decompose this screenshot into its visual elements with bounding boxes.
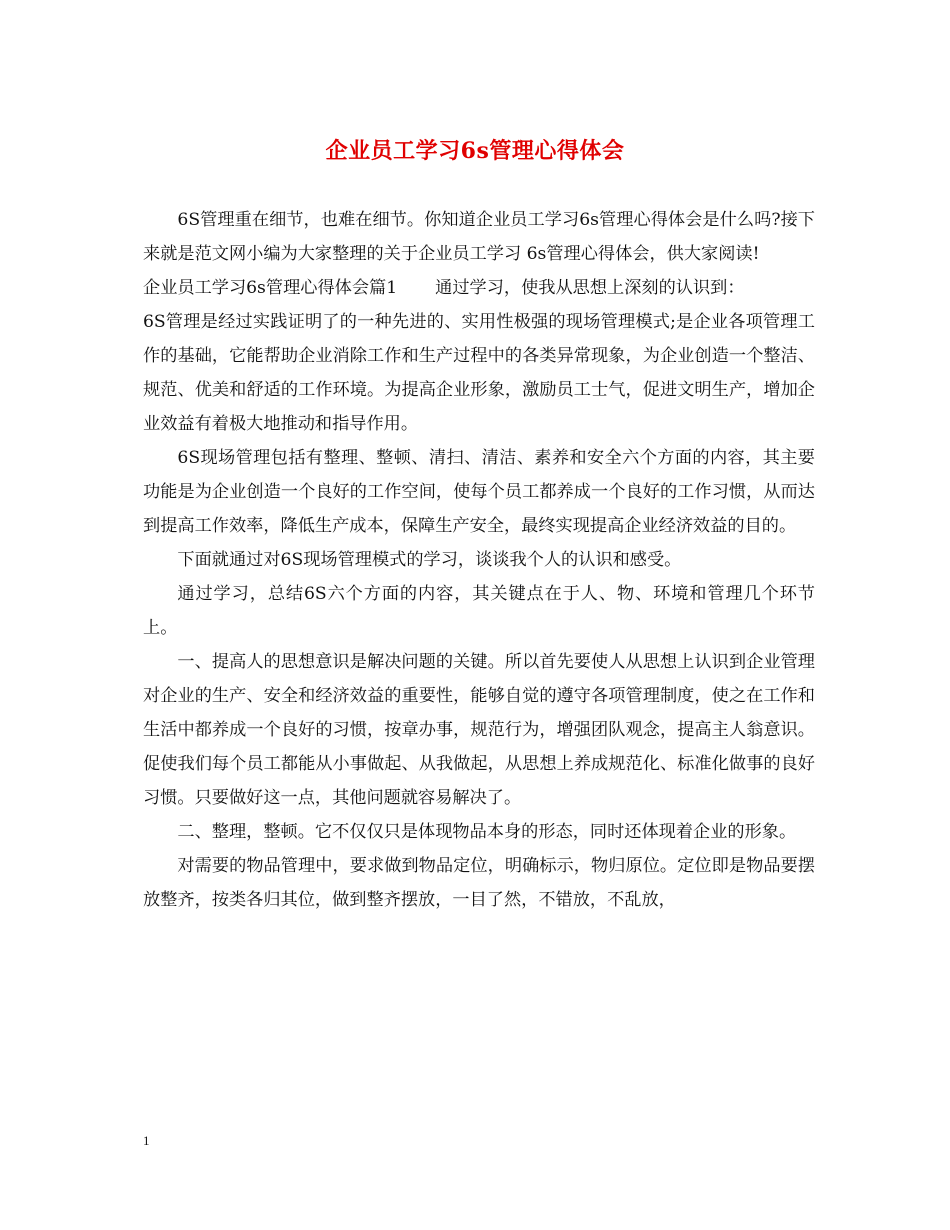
section-lead-text: 通过学习，使我从思想上深刻的认识到： xyxy=(435,278,745,298)
paragraph-3: 下面就通过对6S现场管理模式的学习，谈谈我个人的认识和感受。 xyxy=(177,550,682,570)
section-heading: 企业员工学习6s管理心得体会篇1 xyxy=(143,278,398,298)
paragraph-7: 对需要的物品管理中，要求做到物品定位，明确标示，物归原位。定位即是物品要摆放整齐，按类各归其位，做到整齐摆放，一目了然，不错放，不乱放， xyxy=(143,856,815,910)
paragraph-4: 通过学习，总结6S六个方面的内容，其关键点在于人、物、环境和管理几个环节上。 xyxy=(143,584,815,638)
paragraph-6: 二、整理，整顿。它不仅仅只是体现物品本身的形态，同时还体现着企业的形象。 xyxy=(177,822,797,842)
document-body xyxy=(143,203,815,917)
page-number: 1 xyxy=(143,1133,150,1148)
paragraph-intro: 6S管理重在细节，也难在细节。你知道企业员工学习6s管理心得体会是什么吗?接下来就是范文网小编为大家整理的关于企业员工学习 6s管理心得体会，供大家阅读! xyxy=(143,210,815,264)
paragraph-2: 6S现场管理包括有整理、整顿、清扫、清洁、素养和安全六个方面的内容，其主要功能是为企业创造一个良好的工作空间，使每个员工都养成一个良好的工作习惯，从而达到提高工作效率，降低生产成本，保障生产安全，最终实现提高企业经济效益的目的。 xyxy=(143,448,815,536)
paragraph-1: 6S管理是经过实践证明了的一种先进的、实用性极强的现场管理模式;是企业各项管理工作的基础，它能帮助企业消除工作和生产过程中的各类异常现象，为企业创造一个整洁、规范、优美和舒适的工作环境。为提高企业形象，激励员工士气，促进文明生产，增加企业效益有着极大地推动和指导作用。 xyxy=(143,312,815,434)
section-heading-line xyxy=(143,271,815,305)
document-title: 企业员工学习6s管理心得体会 xyxy=(325,138,625,164)
paragraph-5: 一、提高人的思想意识是解决问题的关键。所以首先要使人从思想上认识到企业管理对企业的生产、安全和经济效益的重要性，能够自觉的遵守各项管理制度，使之在工作和生活中都养成一个良好的习惯，按章办事，规范行为，增强团队观念，提高主人翁意识。促使我们每个员工都能从小事做起、从我做起，从思想上养成规范化、标准化做事的良好习惯。只要做好这一点，其他问题就容易解决了。 xyxy=(143,652,815,808)
